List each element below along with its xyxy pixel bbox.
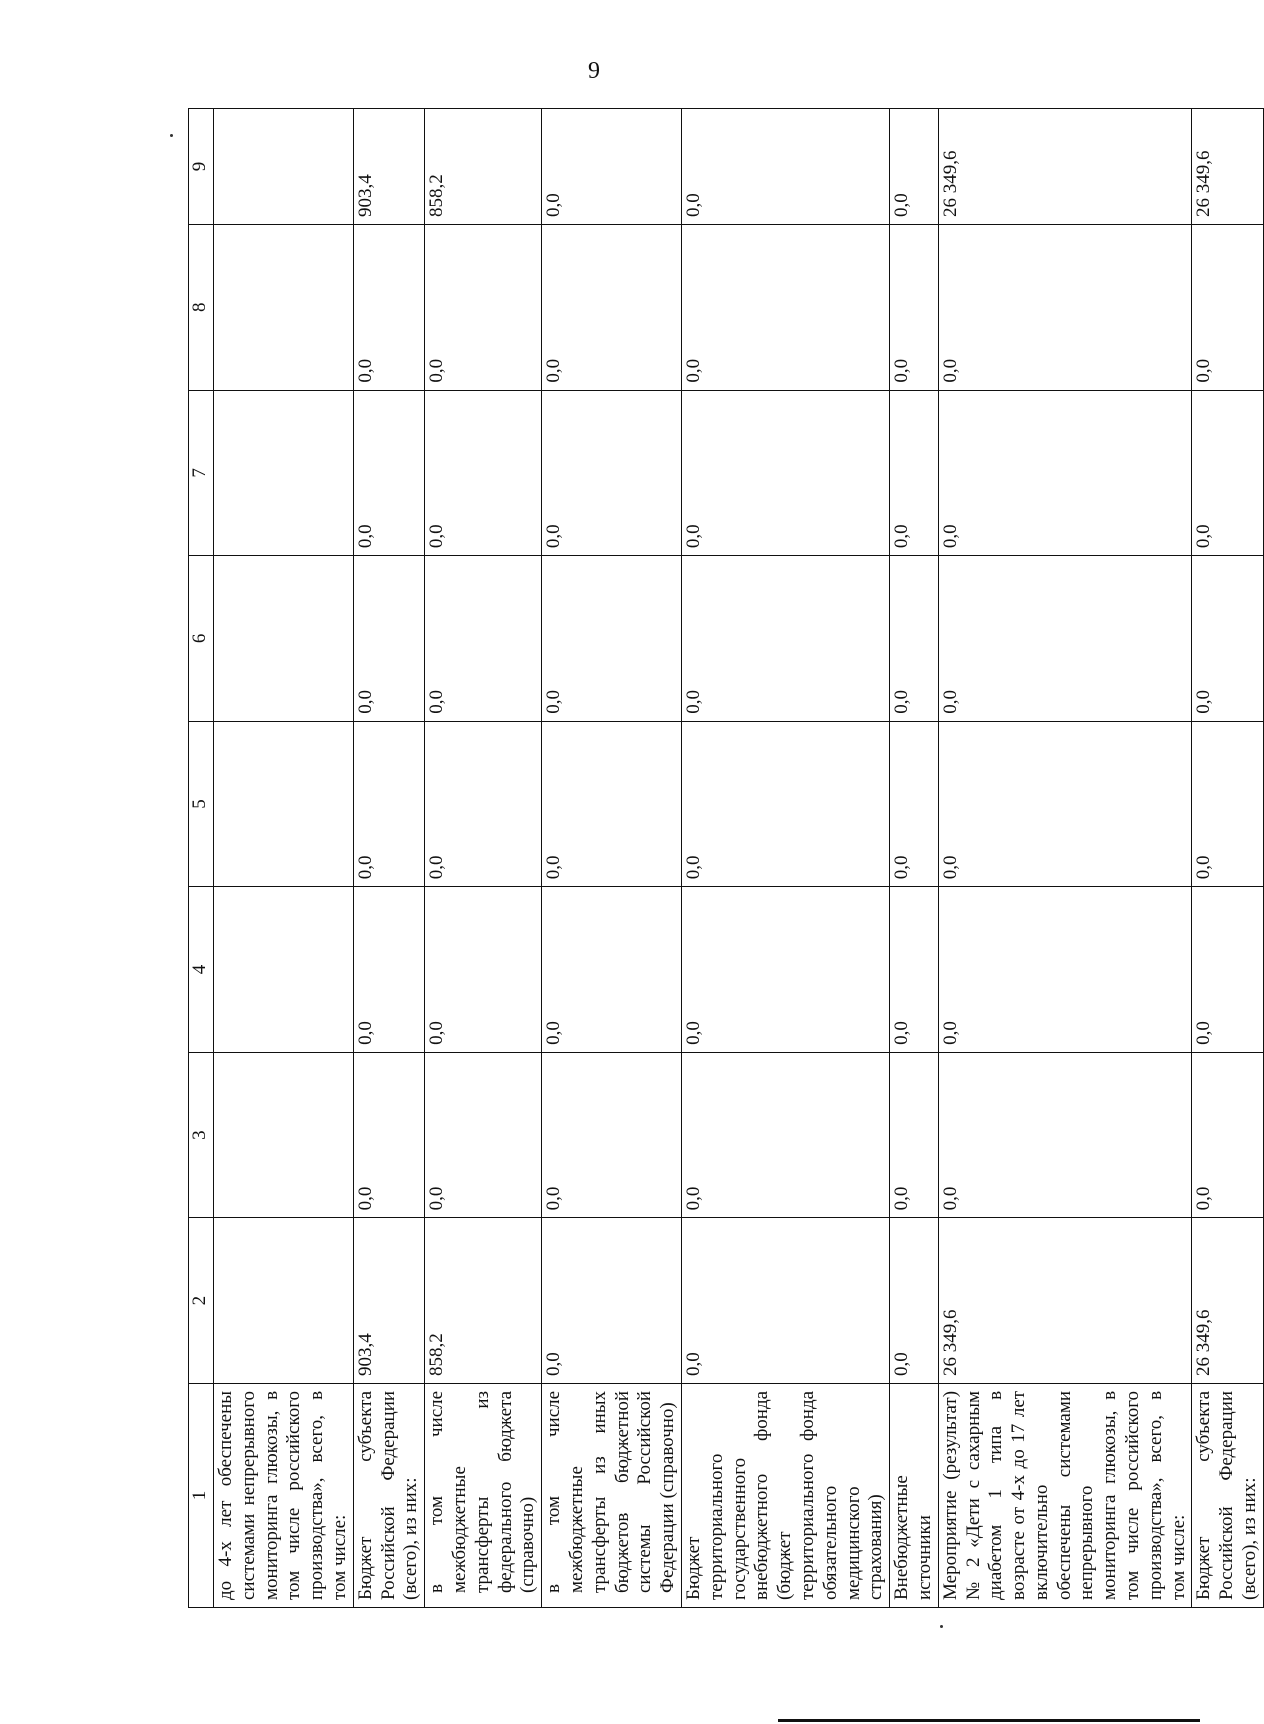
table-cell: 0,0 xyxy=(542,390,682,556)
table-cell: 0,0 xyxy=(681,721,889,887)
table-cell: 0,0 xyxy=(542,109,682,225)
table-cell: 26 349,6 xyxy=(1192,1218,1263,1384)
table-cell: 0,0 xyxy=(890,721,939,887)
table-cell xyxy=(214,390,354,556)
table-cell: 0,0 xyxy=(681,109,889,225)
table-cell: 0,0 xyxy=(1192,721,1263,887)
table-row xyxy=(890,109,939,1608)
column-header: 8 xyxy=(189,225,214,391)
table-cell: 0,0 xyxy=(425,225,542,391)
table-cell xyxy=(214,1052,354,1218)
row-label: до 4-х лет обеспечены системами непрерывного мониторинга глюкозы, в том числе российского производства», всего, в том числе: xyxy=(214,1383,354,1607)
table-cell: 0,0 xyxy=(542,721,682,887)
table-cell: 0,0 xyxy=(938,225,1192,391)
table-row xyxy=(542,109,682,1608)
table-cell: 0,0 xyxy=(681,390,889,556)
table-row xyxy=(214,109,354,1608)
table-cell: 0,0 xyxy=(890,887,939,1053)
row-label: Внебюджетные источники xyxy=(890,1383,939,1607)
table-cell: 0,0 xyxy=(890,556,939,722)
row-label: Бюджет территориального государственного внебюджетного фонда (бюджет территориального фонда обязательного медицинского страхования) xyxy=(681,1383,889,1607)
table-cell: 0,0 xyxy=(353,887,424,1053)
table-cell: 0,0 xyxy=(681,887,889,1053)
budget-table xyxy=(188,108,1264,1608)
column-header: 5 xyxy=(189,721,214,887)
table-cell: 0,0 xyxy=(425,721,542,887)
table-cell: 0,0 xyxy=(353,390,424,556)
page-number: 9 xyxy=(588,58,600,84)
table-cell: 0,0 xyxy=(353,721,424,887)
table-cell xyxy=(214,109,354,225)
table-cell: 0,0 xyxy=(542,1052,682,1218)
table-cell: 0,0 xyxy=(890,109,939,225)
table-cell: 0,0 xyxy=(681,225,889,391)
table-cell: 903,4 xyxy=(353,1218,424,1384)
table-cell: 0,0 xyxy=(353,225,424,391)
table-row xyxy=(938,109,1192,1608)
table-cell: 858,2 xyxy=(425,109,542,225)
table-cell: 0,0 xyxy=(542,887,682,1053)
table-cell: 0,0 xyxy=(938,556,1192,722)
row-label: в том числе межбюджетные трансферты из федерального бюджета (справочно) xyxy=(425,1383,542,1607)
table-cell: 0,0 xyxy=(890,1218,939,1384)
table-cell: 0,0 xyxy=(938,390,1192,556)
table-cell: 0,0 xyxy=(425,390,542,556)
table-cell: 0,0 xyxy=(681,1052,889,1218)
scan-speck xyxy=(170,134,173,137)
bottom-rule xyxy=(778,1719,1200,1722)
table-cell: 0,0 xyxy=(1192,225,1263,391)
table-row xyxy=(425,109,542,1608)
row-label: в том числе межбюджетные трансферты из иных бюджетов бюджетной системы Российской Федерации (справочно) xyxy=(542,1383,682,1607)
scan-speck xyxy=(940,1625,943,1628)
table-cell: 858,2 xyxy=(425,1218,542,1384)
column-header: 1 xyxy=(189,1383,214,1607)
row-label: Бюджет субъекта Российской Федерации (всего), из них: xyxy=(353,1383,424,1607)
table-cell: 0,0 xyxy=(681,556,889,722)
table-cell: 0,0 xyxy=(353,556,424,722)
table-cell: 0,0 xyxy=(890,1052,939,1218)
table-cell: 26 349,6 xyxy=(1192,109,1263,225)
table-cell: 26 349,6 xyxy=(938,1218,1192,1384)
column-header: 2 xyxy=(189,1218,214,1384)
table-cell: 0,0 xyxy=(1192,887,1263,1053)
column-header: 7 xyxy=(189,390,214,556)
table-cell: 0,0 xyxy=(681,1218,889,1384)
table-cell: 0,0 xyxy=(890,225,939,391)
table-row xyxy=(1192,109,1263,1608)
table-cell xyxy=(214,721,354,887)
table-cell: 0,0 xyxy=(890,390,939,556)
table-cell: 0,0 xyxy=(425,556,542,722)
table-cell: 0,0 xyxy=(1192,556,1263,722)
table-cell: 0,0 xyxy=(542,556,682,722)
table-cell xyxy=(214,887,354,1053)
row-label: Мероприятие (результат) № 2 «Дети с сахарным диабетом 1 типа в возрасте от 4-х до 17 лет включительно обеспечены системами непрерывного мониторинга глюкозы, в том числе российского производства», всего, в том числе: xyxy=(938,1383,1192,1607)
table-cell: 0,0 xyxy=(1192,390,1263,556)
table-row xyxy=(353,109,424,1608)
table-row xyxy=(681,109,889,1608)
table-cell: 0,0 xyxy=(542,225,682,391)
table-cell: 0,0 xyxy=(938,887,1192,1053)
table-cell xyxy=(214,556,354,722)
rotated-table-container xyxy=(188,108,1261,1608)
table-cell xyxy=(214,225,354,391)
table-cell xyxy=(214,1218,354,1384)
column-header: 4 xyxy=(189,887,214,1053)
table-cell: 0,0 xyxy=(938,721,1192,887)
column-header: 9 xyxy=(189,109,214,225)
table-cell: 0,0 xyxy=(542,1218,682,1384)
table-cell: 0,0 xyxy=(425,1052,542,1218)
row-label: Бюджет субъекта Российской Федерации (всего), из них: xyxy=(1192,1383,1263,1607)
table-cell: 0,0 xyxy=(938,1052,1192,1218)
table-header-row xyxy=(189,109,214,1608)
table-cell: 26 349,6 xyxy=(938,109,1192,225)
column-header: 3 xyxy=(189,1052,214,1218)
table-cell: 0,0 xyxy=(353,1052,424,1218)
table-cell: 903,4 xyxy=(353,109,424,225)
table-cell: 0,0 xyxy=(425,887,542,1053)
table-cell: 0,0 xyxy=(1192,1052,1263,1218)
column-header: 6 xyxy=(189,556,214,722)
